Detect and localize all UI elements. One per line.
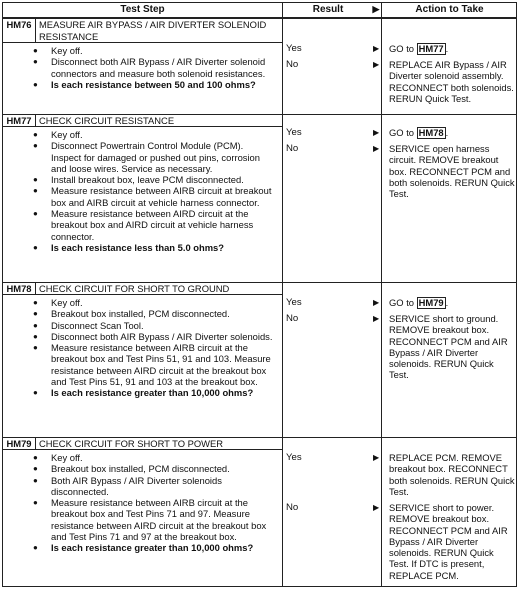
list-item: ● Disconnect Powertrain Control Module (PCM). Inspect for damaged or pushed out pins, corrosion and loose wires. Service as necessary. (3, 140, 282, 174)
list-item: ● Key off. (3, 45, 282, 56)
list-item: ● Install breakout box, leave PCM disconnected. (3, 174, 282, 185)
action-yes: GO to HM77 . (389, 43, 449, 54)
result-no: No (286, 313, 299, 324)
step-id: HM76 (3, 19, 36, 43)
list-item: ● Breakout box installed, PCM disconnected. (3, 308, 282, 319)
arrow-icon: ▶ (373, 298, 380, 307)
header-arrow-icon: ▶ (372, 4, 380, 14)
list-item: ● Both AIR Bypass / AIR Diverter solenoids disconnected. (3, 475, 282, 498)
action-no: SERVICE open harness circuit. REMOVE breakout box. RECONNECT PCM and both solenoids. RERUN Quick Test. (389, 143, 515, 200)
action-yes: REPLACE PCM. REMOVE breakout box. RECONNECT both solenoids. RERUN Quick Test. (389, 452, 515, 497)
goto-link[interactable]: HM78 (418, 127, 444, 138)
list-item: ● Disconnect Scan Tool. (3, 320, 282, 331)
action-no: SERVICE short to power. REMOVE breakout box. RECONNECT PCM and AIR Bypass / AIR Diverter solenoids. RERUN Quick Test. If DTC is present, REPLACE PCM. (389, 502, 508, 581)
list-item: ● Key off. (3, 129, 282, 140)
step-name: CHECK CIRCUIT RESISTANCE (39, 115, 175, 126)
step-title (3, 115, 282, 127)
step-list (3, 43, 282, 92)
list-item: ● Key off. (3, 297, 282, 308)
header-test-step: Test Step (120, 4, 165, 15)
arrow-icon: ▶ (373, 314, 380, 323)
step-question: ● Is each resistance greater than 10,000 ohms? (3, 387, 282, 398)
step-title (3, 438, 282, 450)
result-yes: Yes (286, 43, 302, 54)
arrow-icon: ▶ (373, 144, 380, 153)
header-result: Result (312, 4, 344, 15)
step-list (3, 127, 282, 255)
action-no: REPLACE AIR Bypass / AIR Diverter solenoid assembly. RECONNECT both solenoids. RERUN Quick Test. (389, 59, 514, 104)
result-yes: Yes (286, 297, 302, 308)
table-header (2, 2, 517, 19)
list-item: ● Disconnect both AIR Bypass / AIR Diverter solenoid connectors and measure both solenoid resistances. (3, 56, 282, 79)
action-yes: GO to HM79 . (389, 297, 449, 308)
arrow-icon: ▶ (373, 503, 380, 512)
list-item: ● Key off. (3, 452, 282, 463)
result-no: No (286, 502, 299, 513)
result-yes: Yes (286, 127, 302, 138)
step-title (3, 19, 282, 43)
section-hm79 (2, 438, 517, 587)
step-id: HM79 (3, 438, 36, 450)
step-title (3, 283, 282, 295)
action-yes: GO to HM78 . (389, 127, 449, 138)
step-question: ● Is each resistance less than 5.0 ohms? (3, 242, 282, 253)
list-item: ● Measure resistance between AIRB circuit at breakout box and AIRB circuit at vehicle harness connector. (3, 185, 282, 208)
result-no: No (286, 143, 299, 154)
list-item: ● Measure resistance between AIRB circuit at the breakout box and Test Pins 71 and 97. Measure resistance between AIRD circuit at the breakout box and Test Pins 71 and 97 at the breakout box. (3, 497, 282, 542)
step-question: ● Is each resistance greater than 10,000 ohms? (3, 542, 282, 553)
step-question: ● Is each resistance between 50 and 100 ohms? (3, 79, 282, 90)
arrow-icon: ▶ (373, 44, 380, 53)
list-item: ● Breakout box installed, PCM disconnected. (3, 463, 282, 474)
arrow-icon: ▶ (373, 453, 380, 462)
action-no: SERVICE short to ground. REMOVE breakout box. RECONNECT PCM and AIR Bypass / AIR Diverter solenoids. RERUN Quick Test. (389, 313, 508, 381)
arrow-icon: ▶ (373, 128, 380, 137)
diagnostic-table (2, 2, 517, 587)
list-item: ● Measure resistance between AIRD circuit at the breakout box and AIRD circuit at vehicle harness connector. (3, 208, 282, 242)
step-list (3, 450, 282, 556)
step-name: CHECK CIRCUIT FOR SHORT TO POWER (39, 438, 224, 449)
step-name: MEASURE AIR BYPASS / AIR DIVERTER SOLENOID RESISTANCE (39, 19, 267, 42)
step-id: HM77 (3, 115, 36, 127)
arrow-icon: ▶ (373, 60, 380, 69)
step-name: CHECK CIRCUIT FOR SHORT TO GROUND (39, 283, 230, 294)
goto-link[interactable]: HM77 (418, 43, 444, 54)
section-hm76 (2, 19, 517, 115)
section-hm78 (2, 283, 517, 438)
goto-link[interactable]: HM79 (418, 297, 444, 308)
header-action: Action to Take (415, 4, 484, 15)
result-no: No (286, 59, 299, 70)
list-item: ● Disconnect both AIR Bypass / AIR Diverter solenoids. (3, 331, 282, 342)
list-item: ● Measure resistance between AIRB circuit at the breakout box and Test Pins 51, 91 and 103. Measure resistance between AIRD circuit at the breakout box and Test Pins 51, 91 and 103 at the breakout box. (3, 342, 282, 387)
section-hm77 (2, 115, 517, 283)
step-id: HM78 (3, 283, 36, 295)
step-list (3, 295, 282, 401)
result-yes: Yes (286, 452, 302, 463)
